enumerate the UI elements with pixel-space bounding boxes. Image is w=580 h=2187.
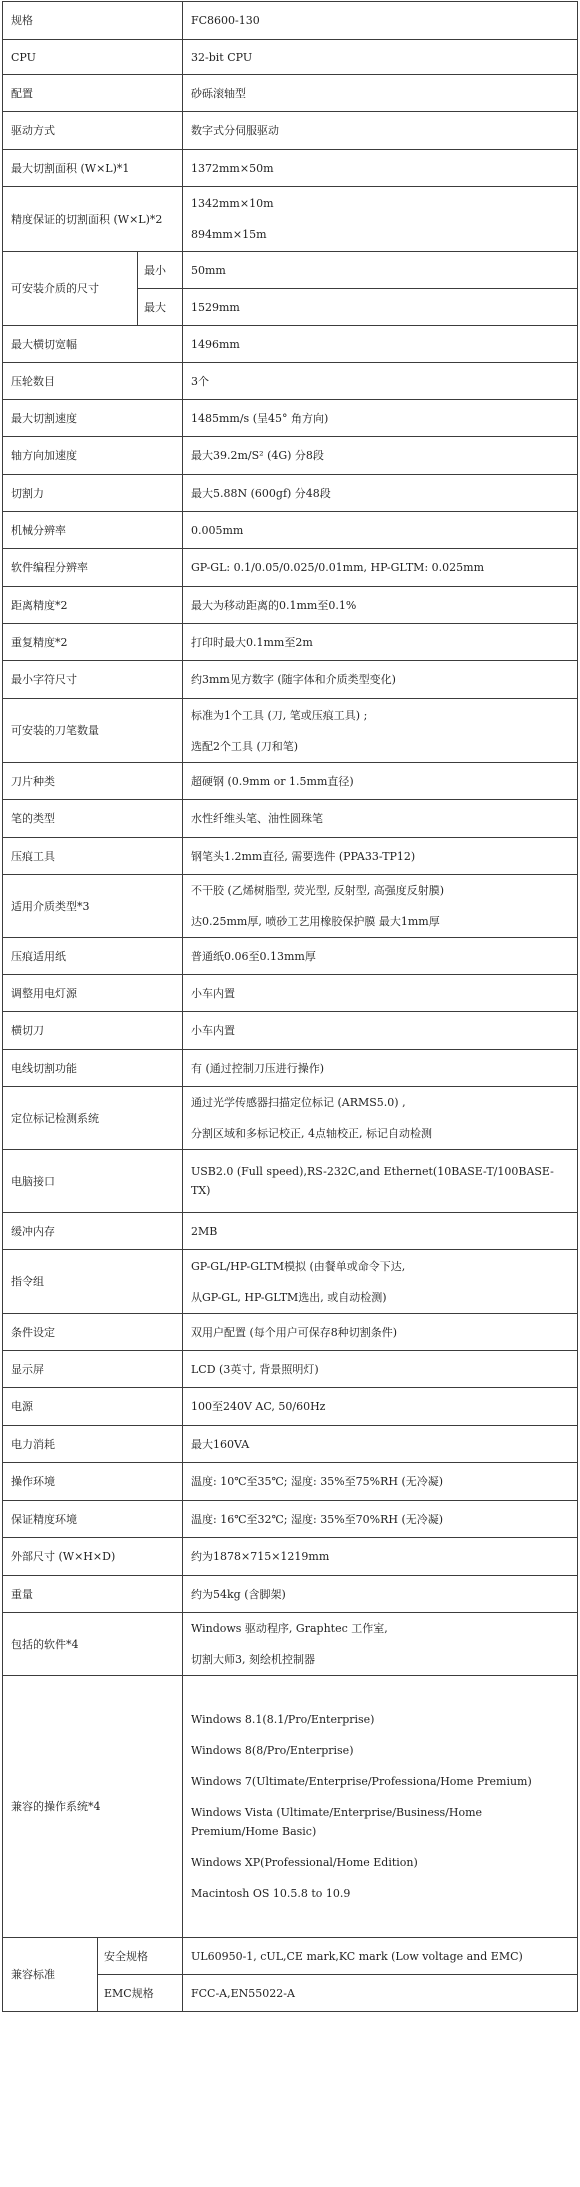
spec-value-line: Windows Vista (Ultimate/Enterprise/Business/Home Premium/Home Basic) [191,1806,483,1838]
spec-value-line: 温度: 16℃至32℃; 湿度: 35%至70%RH (无冷凝) [191,1512,444,1526]
spec-label: 保证精度环境 [3,1501,183,1538]
spec-value-line: 3个 [191,374,209,388]
spec-value [183,363,578,400]
spec-sublabel: EMC规格 [98,1975,183,2012]
spec-value-line: 1485mm/s (呈45° 角方向) [191,411,329,425]
spec-row [3,437,578,475]
spec-row [3,400,578,437]
spec-label: 压痕工具 [3,838,183,875]
spec-label: CPU [3,40,183,75]
spec-value [183,1501,578,1538]
spec-row [3,475,578,512]
spec-label: 电脑接口 [3,1150,183,1213]
spec-row [3,800,578,838]
spec-value [183,289,578,326]
spec-value-line: USB2.0 (Full speed),RS-232C,and Ethernet(10BASE-T/100BASE-TX) [191,1165,554,1197]
spec-value-line: Windows 8.1(8.1/Pro/Enterprise) [191,1713,375,1726]
spec-row [3,1050,578,1087]
spec-label: 适用介质类型*3 [3,875,183,938]
spec-row [3,1938,578,1975]
spec-label: 刀片种类 [3,763,183,800]
spec-value-line: 达0.25mm厚, 喷砂工艺用橡胶保护膜 最大1mm厚 [191,915,440,928]
spec-label: 最大横切宽幅 [3,326,183,363]
spec-label: 定位标记检测系统 [3,1087,183,1150]
spec-value [183,938,578,975]
spec-row [3,150,578,187]
spec-row [3,699,578,763]
spec-row [3,1676,578,1938]
spec-row [3,512,578,549]
spec-row [3,363,578,400]
spec-value-line: 约为1878×715×1219mm [191,1550,330,1563]
spec-value-line: FC8600-130 [191,14,260,27]
spec-row [3,549,578,587]
spec-row [3,587,578,624]
spec-value [183,875,578,938]
spec-value [183,1463,578,1501]
spec-label: 电线切割功能 [3,1050,183,1087]
spec-label: 机械分辨率 [3,512,183,549]
spec-value-line: 双用户配置 (每个用户可保存8种切割条件) [191,1325,398,1339]
spec-row [3,1351,578,1388]
spec-label: 最小字符尺寸 [3,661,183,699]
spec-label: 显示屏 [3,1351,183,1388]
spec-value [183,1388,578,1426]
spec-value [183,1213,578,1250]
spec-value-line: Windows XP(Professional/Home Edition) [191,1856,418,1869]
spec-value [183,661,578,699]
spec-row [3,1012,578,1050]
spec-value-line: Macintosh OS 10.5.8 to 10.9 [191,1887,351,1900]
spec-value-line: 切割大师3, 刻绘机控制器 [191,1653,315,1666]
spec-value [183,187,578,252]
spec-value [183,1314,578,1351]
spec-value-line: 1496mm [191,337,240,351]
spec-value-line: 钢笔头1.2mm直径, 需要选件 (PPA33-TP12) [191,849,416,863]
spec-row [3,838,578,875]
spec-value [183,587,578,624]
spec-value-line: 最大160VA [191,1437,250,1451]
spec-value [183,75,578,112]
spec-value-line: 小车内置 [191,1024,235,1037]
spec-value [183,763,578,800]
spec-row [3,938,578,975]
spec-label: 压痕适用纸 [3,938,183,975]
spec-value [183,699,578,763]
spec-value-line: 约为54kg (含脚架) [191,1587,286,1601]
spec-value-line: 小车内置 [191,986,235,1000]
spec-row [3,252,578,289]
spec-value-line: 最大为移动距离的0.1mm至0.1% [191,598,357,612]
spec-row [3,1150,578,1213]
spec-label: 最大切割面积 (W×L)*1 [3,150,183,187]
spec-row [3,40,578,75]
spec-row [3,187,578,252]
spec-value [183,475,578,512]
spec-row [3,975,578,1012]
spec-value [183,1938,578,1975]
spec-label: 横切刀 [3,1012,183,1050]
spec-row [3,1087,578,1150]
spec-sublabel: 最小 [138,252,183,289]
spec-value-line: UL60950-1, cUL,CE mark,KC mark (Low voltage and EMC) [191,1949,523,1963]
spec-label: 调整用电灯源 [3,975,183,1012]
spec-value-line: 温度: 10℃至35℃; 湿度: 35%至75%RH (无冷凝) [191,1475,444,1488]
spec-label: 可安装介质的尺寸 [3,252,138,326]
spec-value-line: 标准为1个工具 (刀, 笔或压痕工具) ; [191,708,368,722]
spec-value-line: 打印时最大0.1mm至2m [191,635,313,649]
spec-value-line: 0.005mm [191,523,244,537]
spec-value [183,150,578,187]
spec-value-line: 超硬钢 (0.9mm or 1.5mm直径) [191,774,354,788]
spec-row [3,1388,578,1426]
spec-label: 外部尺寸 (W×H×D) [3,1538,183,1576]
spec-label: 电力消耗 [3,1426,183,1463]
spec-label: 缓冲内存 [3,1213,183,1250]
spec-value [183,112,578,150]
spec-value [183,1250,578,1314]
spec-sublabel: 安全规格 [98,1938,183,1975]
spec-label: 操作环境 [3,1463,183,1501]
spec-value [183,400,578,437]
spec-row [3,2,578,40]
spec-sublabel: 最大 [138,289,183,326]
spec-row [3,1463,578,1501]
spec-value-line: LCD (3英寸, 背景照明灯) [191,1362,319,1376]
spec-value-line: 50mm [191,263,226,277]
spec-row [3,1576,578,1613]
spec-value-line: 894mm×15m [191,228,267,241]
spec-value [183,1050,578,1087]
spec-value [183,1676,578,1938]
spec-label: 电源 [3,1388,183,1426]
spec-label: 可安装的刀笔数量 [3,699,183,763]
spec-row [3,1538,578,1576]
spec-row [3,1314,578,1351]
spec-value [183,1087,578,1150]
spec-value-line: 1529mm [191,300,240,314]
spec-value-line: 有 (通过控制刀压进行操作) [191,1061,325,1075]
spec-label: 包括的软件*4 [3,1613,183,1676]
spec-label: 重复精度*2 [3,624,183,661]
spec-value-line: Windows 驱动程序, Graphtec 工作室, [191,1622,388,1635]
spec-row [3,1250,578,1314]
spec-value [183,1576,578,1613]
spec-value [183,1150,578,1213]
spec-label: 指令组 [3,1250,183,1314]
spec-label: 距离精度*2 [3,587,183,624]
spec-value-line: 2MB [191,1224,218,1238]
spec-value [183,326,578,363]
spec-value-line: 选配2个工具 (刀和笔) [191,739,299,753]
spec-row [3,326,578,363]
spec-value [183,252,578,289]
spec-value-line: GP-GL: 0.1/0.05/0.025/0.01mm, HP-GLTM: 0.025mm [191,561,484,574]
spec-label: 软件编程分辨率 [3,549,183,587]
spec-row [3,1213,578,1250]
spec-row [3,661,578,699]
spec-value [183,1975,578,2012]
spec-value [183,2,578,40]
spec-row [3,875,578,938]
spec-label: 轴方向加速度 [3,437,183,475]
spec-label: 条件设定 [3,1314,183,1351]
spec-value-line: 不干胶 (乙烯树脂型, 荧光型, 反射型, 高强度反射膜) [191,884,445,897]
spec-value-line: 普通纸0.06至0.13mm厚 [191,949,316,963]
spec-value-line: GP-GL/HP-GLTM模拟 (由餐单或命令下达, [191,1259,406,1273]
spec-label: 压轮数目 [3,363,183,400]
spec-row [3,1426,578,1463]
spec-value [183,1012,578,1050]
spec-label: 重量 [3,1576,183,1613]
spec-label: 精度保证的切割面积 (W×L)*2 [3,187,183,252]
spec-value-line: 最大5.88N (600gf) 分48段 [191,486,331,500]
spec-label: 切割力 [3,475,183,512]
spec-value-line: 约3mm见方数字 (随字体和介质类型变化) [191,673,396,686]
spec-value [183,1538,578,1576]
spec-value-line: 数字式分伺服驱动 [191,124,279,137]
spec-table [2,1,578,2012]
spec-value-line: 1342mm×10m [191,197,274,210]
spec-value-line: 1372mm×50m [191,161,274,175]
spec-label: 驱动方式 [3,112,183,150]
spec-table-body [3,2,578,2012]
spec-label: 兼容标准 [3,1938,98,2012]
spec-value-line: 分割区域和多标记校正, 4点轴校正, 标记自动检测 [191,1127,432,1140]
spec-value-line: 从GP-GL, HP-GLTM选出, 或自动检测) [191,1290,387,1304]
spec-value [183,1426,578,1463]
spec-value-line: 砂砾滚轴型 [191,86,246,100]
spec-value [183,624,578,661]
spec-value [183,1613,578,1676]
spec-row [3,75,578,112]
spec-value [183,437,578,475]
spec-value [183,549,578,587]
spec-value [183,40,578,75]
spec-value-line: 最大39.2m/S² (4G) 分8段 [191,449,324,462]
spec-value-line: Windows 8(8/Pro/Enterprise) [191,1744,354,1757]
spec-label: 最大切割速度 [3,400,183,437]
spec-value-line: 32-bit CPU [191,50,253,64]
spec-value-line: FCC-A,EN55022-A [191,1986,295,2000]
spec-row [3,1501,578,1538]
spec-value [183,1351,578,1388]
spec-label: 规格 [3,2,183,40]
spec-row [3,763,578,800]
spec-value-line: 100至240V AC, 50/60Hz [191,1400,326,1413]
spec-row [3,112,578,150]
spec-value-line: 水性纤维头笔、油性圆珠笔 [191,812,323,825]
spec-value-line: Windows 7(Ultimate/Enterprise/Professiona/Home Premium) [191,1775,532,1788]
spec-value [183,975,578,1012]
spec-value [183,800,578,838]
spec-value-line: 通过光学传感器扫描定位标记 (ARMS5.0) , [191,1096,406,1109]
spec-value [183,838,578,875]
spec-row [3,624,578,661]
spec-label: 兼容的操作系统*4 [3,1676,183,1938]
spec-label: 配置 [3,75,183,112]
spec-row [3,1613,578,1676]
spec-value [183,512,578,549]
spec-label: 笔的类型 [3,800,183,838]
